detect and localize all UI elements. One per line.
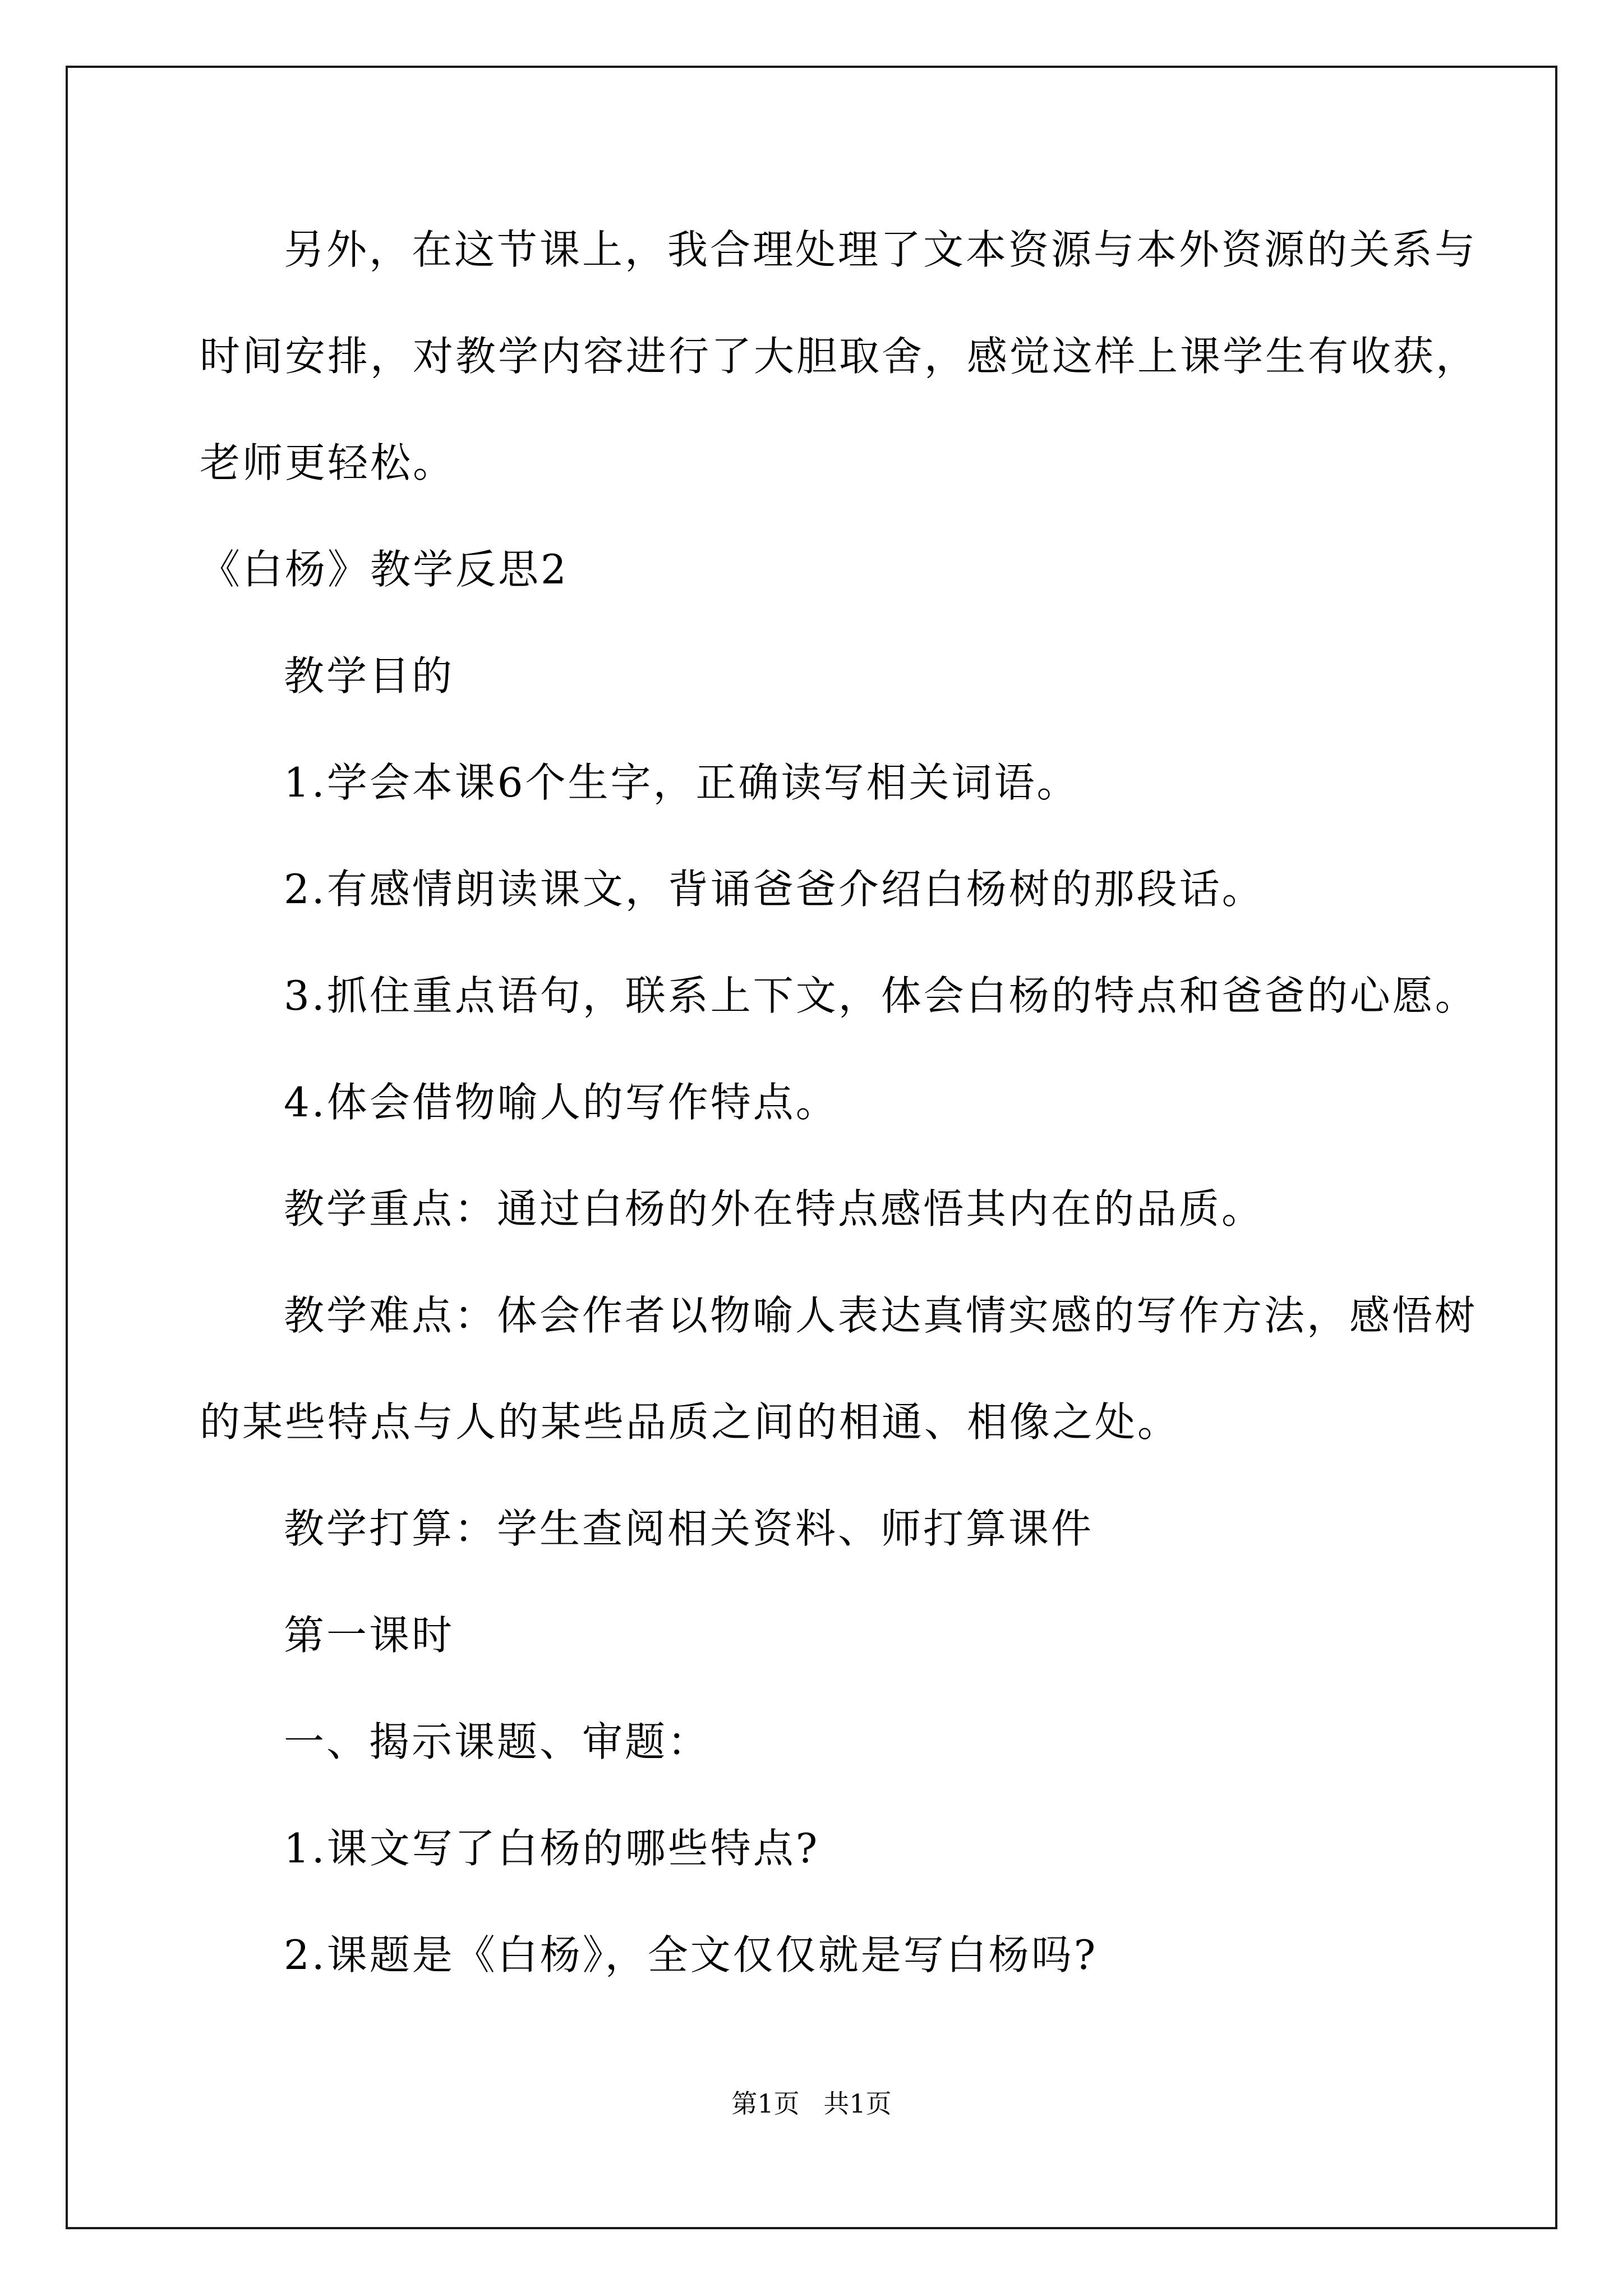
page-border bbox=[66, 66, 1557, 2229]
paragraph-line: 另外，在这节课上，我合理处理了文本资源与本外资源的关系与 bbox=[284, 226, 1478, 273]
list-item: 1.课文写了白杨的哪些特点? bbox=[284, 1825, 820, 1872]
list-item: 1.学会本课6个生字，正确读写相关词语。 bbox=[284, 759, 1080, 806]
list-item: 3.抓住重点语句，联系上下文，体会白杨的特点和爸爸的心愿。 bbox=[284, 972, 1478, 1019]
subheading: 一、揭示课题、审题： bbox=[284, 1718, 711, 1765]
paragraph-line: 的某些特点与人的某些品质之间的相通、相像之处。 bbox=[200, 1398, 1181, 1446]
list-item: 4.体会借物喻人的写作特点。 bbox=[284, 1079, 838, 1126]
paragraph-line: 教学难点：体会作者以物喻人表达真情实感的写作方法，感悟树 bbox=[284, 1292, 1478, 1339]
paragraph-line: 教学重点：通过白杨的外在特点感悟其内在的品质。 bbox=[284, 1185, 1265, 1232]
paragraph-line: 时间安排，对教学内容进行了大胆取舍，感觉这样上课学生有收获， bbox=[200, 333, 1479, 380]
section-heading: 《白杨》教学反思2 bbox=[200, 546, 569, 593]
list-item: 2.有感情朗读课文，背诵爸爸介绍白杨树的那段话。 bbox=[284, 866, 1265, 913]
subheading: 第一课时 bbox=[284, 1612, 455, 1659]
list-item: 2.课题是《白杨》，全文仅仅就是写白杨吗? bbox=[284, 1931, 1098, 1978]
paragraph-line: 教学打算：学生查阅相关资料、师打算课件 bbox=[284, 1505, 1094, 1552]
page-number: 第1页 bbox=[731, 2088, 800, 2119]
page-total: 共1页 bbox=[823, 2088, 892, 2119]
page-footer bbox=[0, 2087, 1623, 2120]
subheading: 教学目的 bbox=[284, 652, 455, 700]
paragraph-line: 老师更轻松。 bbox=[200, 439, 456, 486]
